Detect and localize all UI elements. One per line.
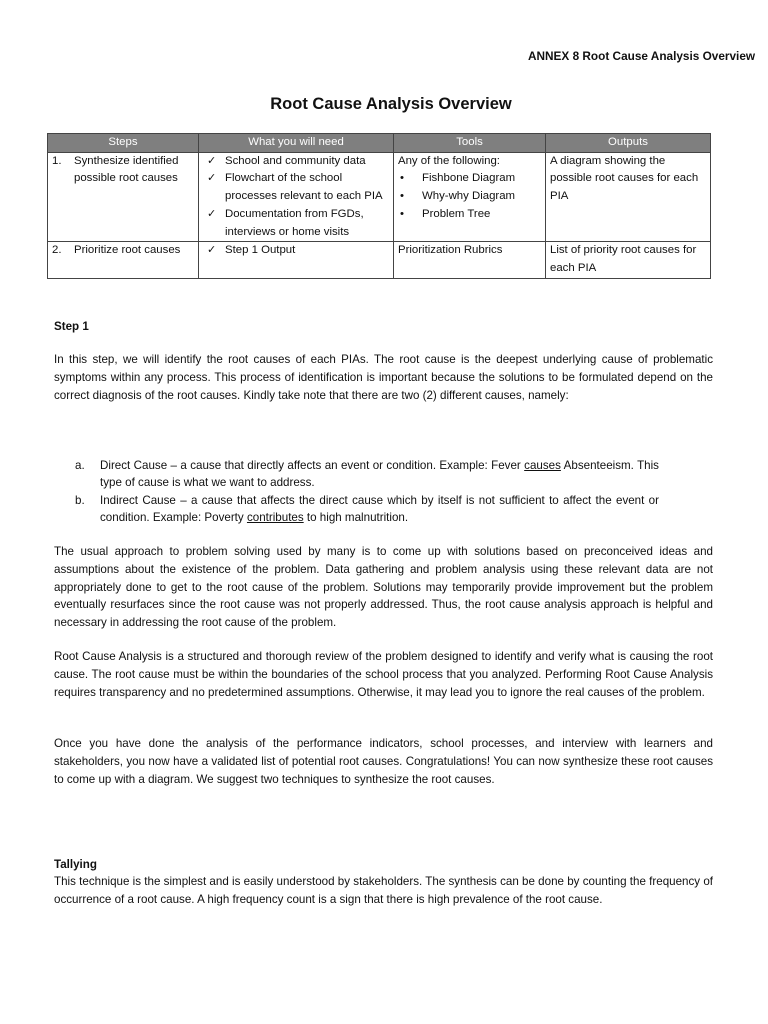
list-item: a. Direct Cause – a cause that directly affects an event or condition. Example: Fever causes Absenteeism. This type of cause is what we want to address. (75, 459, 659, 490)
header-steps: Steps (48, 134, 199, 153)
output-cell: List of priority root causes for each PIA (546, 242, 711, 278)
table-header-row (48, 134, 711, 153)
underlined-word: causes (524, 459, 561, 472)
checkmark-icon: ✓ (207, 207, 217, 220)
step-cell (48, 242, 199, 278)
header-outputs: Outputs (546, 134, 711, 153)
underlined-word: contributes (246, 510, 304, 524)
tools-intro: Any of the following: (398, 154, 500, 167)
list-item: b. Indirect Cause – a cause that affects the direct cause which by itself is not sufficient to affect the event or condition. Example: Poverty contributes to high malnutrition. (75, 493, 659, 524)
table-row (48, 242, 711, 278)
output-cell: A diagram showing the possible root causes for each PIA (546, 152, 711, 242)
checkmark-icon: ✓ (207, 244, 217, 257)
step1-intro: In this step, we will identify the root causes of each PIAs. The root cause is the deepest underlying cause of problematic symptoms within any process. This process of identification is important because the solutions to be formulated depend on the correct diagnosis of the root causes. Kindly take note that there are two (2) different causes, namely: (54, 353, 713, 402)
paragraph: This technique is the simplest and is easily understood by stakeholders. The synthesis can be done by counting the frequency of occurrence of a root cause. A high frequency count is a sign that there is high prevalence of the root cause. (54, 875, 713, 906)
step-text: Prioritize root causes (74, 244, 181, 257)
checkmark-icon: ✓ (207, 172, 217, 185)
list-item: ✓ Documentation from FGDs, interviews or home visits (203, 206, 389, 241)
list-item: • Problem Tree (398, 206, 541, 224)
paragraph: Once you have done the analysis of the performance indicators, school processes, and interview with learners and stakeholders, you now have a validated list of potential root causes. Congratulations! You can now synthesize these root causes to come up with a diagram. We suggest two techniques to synthesize the root causes. (54, 737, 713, 786)
bullet-icon: • (400, 190, 404, 203)
step-number: 2. (52, 244, 62, 257)
list-item: ✓ School and community data (203, 153, 389, 171)
cause-list (75, 457, 659, 526)
tools-cell (394, 152, 546, 242)
checkmark-icon: ✓ (207, 154, 217, 167)
table-row (48, 152, 711, 242)
list-item: • Why-why Diagram (398, 188, 541, 206)
step-number: 1. (52, 154, 62, 167)
step-text: Synthesize identified possible root causes (74, 154, 179, 185)
step-cell (48, 152, 199, 242)
list-item: ✓ Flowchart of the school processes relevant to each PIA (203, 170, 389, 205)
tools-cell: Prioritization Rubrics (394, 242, 546, 278)
bullet-icon: • (400, 172, 404, 185)
header-tools: Tools (394, 134, 546, 153)
tallying-heading: Tallying (54, 858, 97, 871)
needs-cell (199, 152, 394, 242)
paragraph: The usual approach to problem solving used by many is to come up with solutions based on preconceived ideas and assumptions about the existence of the problem. Data gathering and problem analysis using these relevant data are not appropriately done to get to the root cause of the problem. Solutions may temporarily provide improvement but the problem eventually resurfaces since the root cause was not properly addressed. Thus, the root cause analysis approach is helpful and necessary in addressing the root cause of the problem. (54, 545, 713, 630)
overview-table (47, 133, 711, 279)
list-item: ✓ Step 1 Output (203, 242, 389, 260)
bullet-icon: • (400, 207, 404, 220)
header-needs: What you will need (199, 134, 394, 153)
paragraph: Root Cause Analysis is a structured and thorough review of the problem designed to identify and verify what is causing the root cause. The root cause must be within the boundaries of the school process that you analyzed. Performing Root Cause Analysis requires transparency and no predetermined assumptions. Otherwise, it may lead you to ignore the real causes of the problem. (54, 650, 713, 699)
step1-heading: Step 1 (54, 320, 89, 333)
needs-cell (199, 242, 394, 278)
list-item: • Fishbone Diagram (398, 170, 541, 188)
annex-header: ANNEX 8 Root Cause Analysis Overview (528, 49, 756, 63)
page-title: Root Cause Analysis Overview (270, 95, 512, 113)
